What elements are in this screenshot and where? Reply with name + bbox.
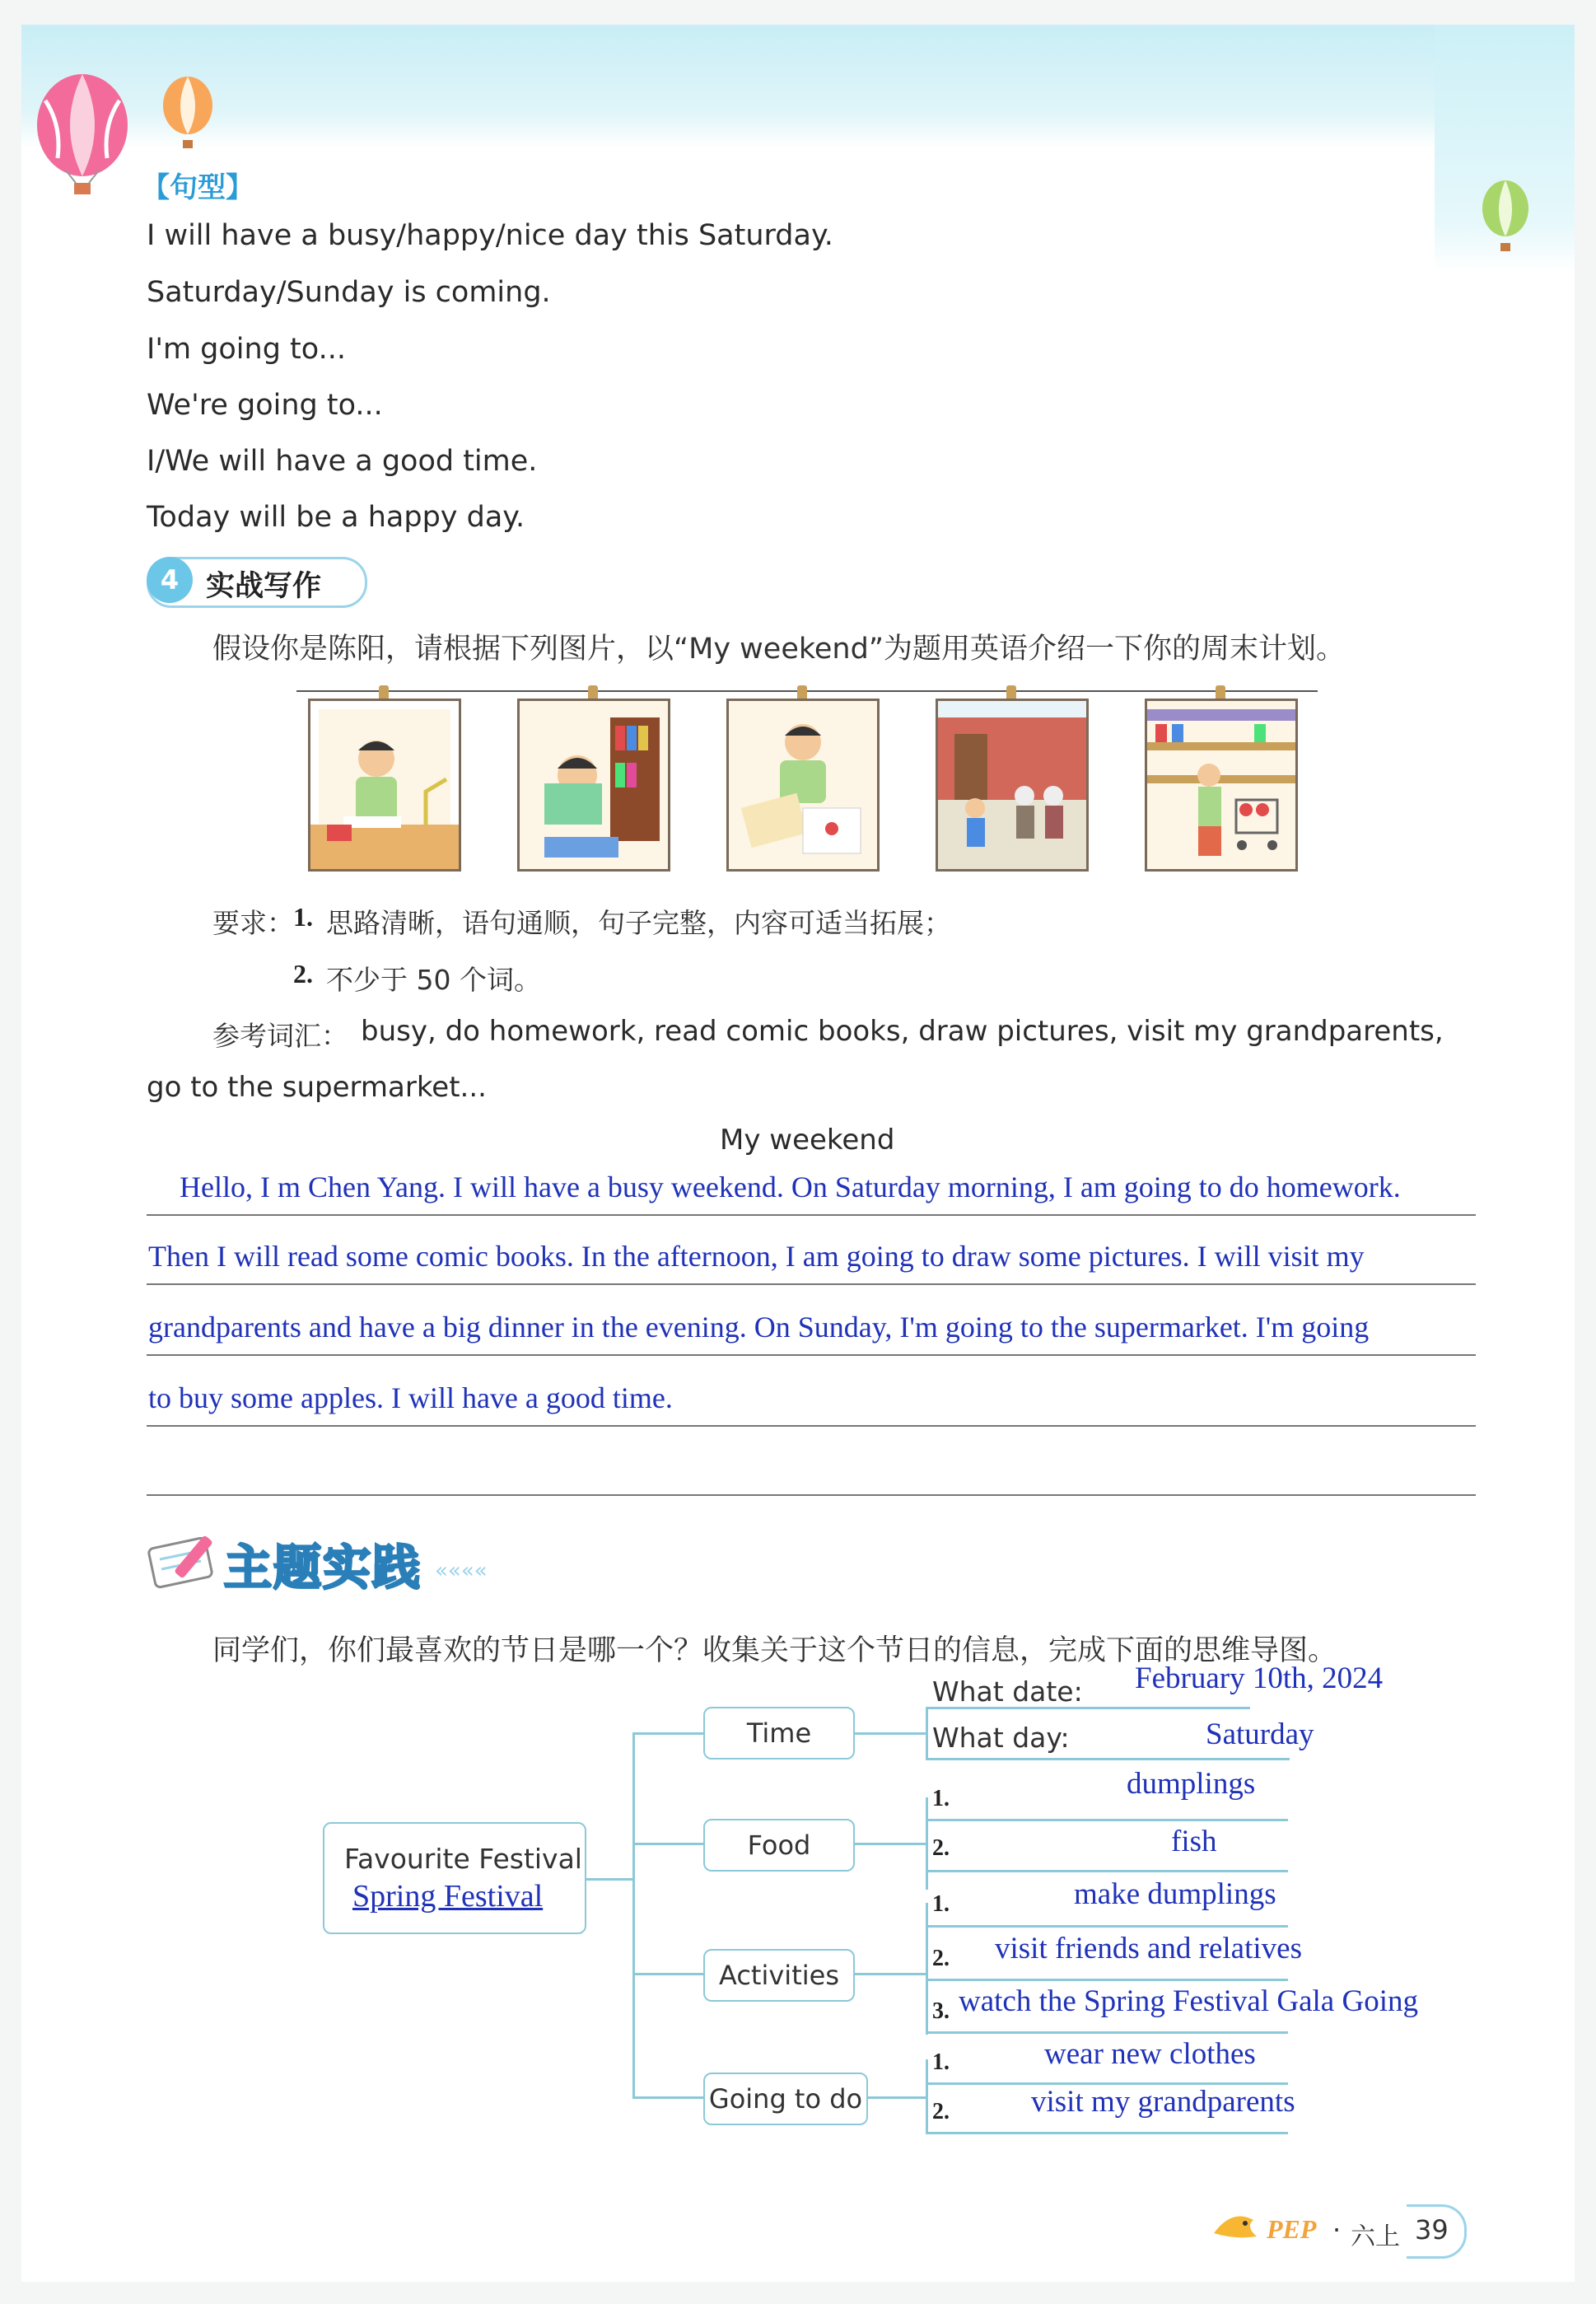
answer-line xyxy=(926,1819,1288,1821)
mindmap-center-box xyxy=(323,1822,586,1934)
section4-prompt: 假设你是陈阳，请根据下列图片，以“My weekend”为题用英语介绍一下你的周末计划。 xyxy=(212,633,1345,666)
hot-air-balloon-icon xyxy=(25,68,140,199)
essay-line-2: Then I will read some comic books. In the afternoon, I am going to draw some pictures. I will visit my xyxy=(148,1240,1365,1273)
food-number-2: 2. xyxy=(932,1835,950,1861)
node-time: Time xyxy=(703,1707,855,1760)
mindmap-bracket xyxy=(926,1797,928,1890)
food-number-1: 1. xyxy=(932,1786,950,1811)
going-answer-2: visit my grandparents xyxy=(1031,2085,1295,2119)
bird-icon xyxy=(1207,2204,1265,2250)
mindmap-connector xyxy=(852,1732,926,1735)
mindmap-branch-time xyxy=(632,1732,703,1735)
pattern-line-5: I/We will have a good time. xyxy=(147,445,538,478)
pattern-line-2: Saturday/Sunday is coming. xyxy=(147,276,551,309)
node-food: Food xyxy=(703,1819,855,1872)
small-green-balloon-icon xyxy=(1472,177,1538,259)
writing-line xyxy=(147,1354,1476,1356)
mindmap-bracket xyxy=(926,1707,928,1760)
requirement-2-number: 2. xyxy=(293,959,313,988)
what-day-label: What day: xyxy=(932,1722,1070,1754)
pattern-line-4: We're going to... xyxy=(147,389,383,422)
going-number-2: 2. xyxy=(932,2099,950,2124)
node-going-to-do: Going to do xyxy=(703,2073,868,2125)
what-date-answer: February 10th, 2024 xyxy=(1135,1661,1384,1695)
answer-line xyxy=(926,1979,1288,1981)
picture-do-homework xyxy=(308,699,461,872)
theme-prompt: 同学们，你们最喜欢的节日是哪一个？收集关于这个节日的信息，完成下面的思维导图。 xyxy=(212,1634,1337,1667)
requirements-label: 要求： xyxy=(212,907,294,939)
vocab-label: 参考词汇： xyxy=(212,1020,348,1052)
center-label: Favourite Festival xyxy=(344,1842,582,1875)
mindmap-branch-food xyxy=(632,1843,703,1845)
essay-line-4: to buy some apples. I will have a good time. xyxy=(148,1381,673,1414)
answer-line xyxy=(926,2132,1288,2134)
section4-number-badge: 4 xyxy=(147,557,193,603)
mindmap-connector xyxy=(865,2096,926,2099)
requirement-2: 不少于 50 个词。 xyxy=(326,964,541,996)
what-day-answer: Saturday xyxy=(1206,1717,1314,1751)
sky-header-decoration xyxy=(21,25,1575,148)
mindmap-branch-going xyxy=(632,2096,703,2099)
food-answer-2: fish xyxy=(1171,1825,1217,1858)
essay-line-1: Hello, I m Chen Yang. I will have a busy weekend. On Saturday morning, I am going to do homework. xyxy=(180,1171,1401,1203)
requirement-1: 思路清晰，语句通顺，句子完整，内容可适当拓展； xyxy=(326,907,951,939)
picture-visit-grandparents xyxy=(936,699,1089,872)
answer-line xyxy=(926,2031,1288,2034)
activity-answer-3: watch the Spring Festival Gala Going xyxy=(959,1984,1418,2018)
brand-label: PEP xyxy=(1267,2214,1317,2244)
brand-dot: · xyxy=(1332,2214,1342,2246)
section4-title: 实战写作 xyxy=(206,570,322,603)
answer-line xyxy=(926,1870,1288,1872)
mindmap-bracket xyxy=(926,1903,928,2035)
center-answer: Spring Festival xyxy=(352,1878,544,1914)
section-label-patterns: 【句型】 xyxy=(142,171,254,204)
requirement-1-number: 1. xyxy=(293,902,313,932)
mindmap-branch-activities xyxy=(632,1973,703,1975)
chevrons-decoration: «««« xyxy=(435,1559,488,1583)
answer-line xyxy=(926,1758,1290,1760)
vocab-line-1: busy, do homework, read comic books, draw pictures, visit my grandparents, xyxy=(361,1015,1444,1048)
pencil-notebook-icon xyxy=(145,1528,227,1594)
picture-read-comic-books xyxy=(517,699,670,872)
pattern-line-3: I'm going to... xyxy=(147,333,346,366)
answer-line xyxy=(926,1925,1288,1928)
small-orange-balloon-icon xyxy=(155,74,221,157)
writing-line xyxy=(147,1214,1476,1216)
writing-line xyxy=(147,1425,1476,1427)
mindmap-connector xyxy=(852,1973,926,1975)
picture-go-to-supermarket xyxy=(1145,699,1298,872)
activity-number-1: 1. xyxy=(932,1891,950,1917)
pattern-line-6: Today will be a happy day. xyxy=(147,501,525,534)
mindmap-connector xyxy=(852,1843,926,1845)
going-answer-1: wear new clothes xyxy=(1044,2037,1256,2071)
essay-title: My weekend xyxy=(720,1124,895,1157)
going-number-1: 1. xyxy=(932,2049,950,2075)
vocab-line-2: go to the supermarket... xyxy=(147,1071,487,1104)
writing-line xyxy=(147,1283,1476,1285)
theme-title: 主题实践 xyxy=(224,1540,422,1596)
activity-answer-2: visit friends and relatives xyxy=(995,1932,1302,1965)
food-answer-1: dumplings xyxy=(1127,1767,1256,1801)
picture-string xyxy=(296,690,1318,692)
mindmap-bracket xyxy=(926,2059,928,2133)
activity-answer-1: make dumplings xyxy=(1074,1877,1276,1911)
pattern-line-1: I will have a busy/happy/nice day this Saturday. xyxy=(147,219,833,252)
picture-draw-pictures xyxy=(726,699,880,872)
node-activities: Activities xyxy=(703,1949,855,2002)
page-number: 39 xyxy=(1415,2214,1449,2246)
grade-label: 六上 xyxy=(1351,2222,1400,2251)
activity-number-3: 3. xyxy=(932,1998,950,2024)
mindmap-trunk xyxy=(632,1732,635,2096)
essay-line-3: grandparents and have a big dinner in the evening. On Sunday, I'm going to the supermarket. I'm going xyxy=(148,1311,1370,1344)
mindmap-connector xyxy=(586,1878,632,1881)
what-date-label: What date: xyxy=(932,1675,1083,1708)
activity-number-2: 2. xyxy=(932,1946,950,1971)
writing-line xyxy=(147,1494,1476,1496)
